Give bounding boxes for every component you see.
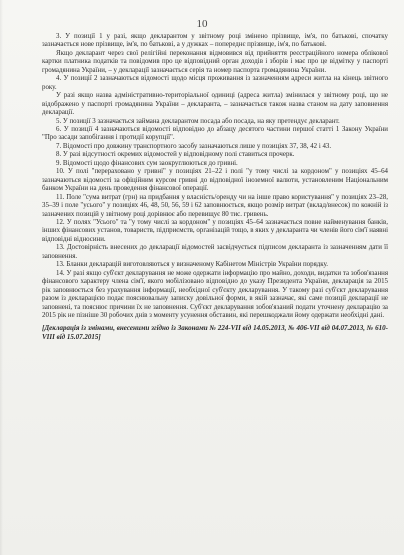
paragraph-3: 4. У позиції 2 зазначаються відомості щодо місця проживання із зазначенням адреси житла на кінець звітного року. [42, 75, 388, 91]
paragraph-14: 13. Бланки декларацій виготовляються у визначеному Кабінетом Міністрів України порядку. [56, 261, 328, 269]
paragraph-5: 5. У позиції 3 зазначається займана декларантом посада або посада, на яку претендує декларант. [56, 117, 340, 125]
document-body [42, 33, 388, 342]
paragraph-1: 3. У позиції 1 у разі, якщо декларантом у звітному році змінено прізвище, ім'я, по батькові, спочатку зазначається нове прізвище, ім'я, по батькові, а у дужках – попереднє прізвище, ім'я, по батькові. [42, 33, 388, 49]
paragraph-7: 7. Відомості про довжину транспортного засобу зазначаються лише у позиціях 37, 38, 42 і 43. [56, 142, 332, 150]
paragraph-12: 12. У полях "Усього" та "у тому числі за кордоном" у позиціях 45–64 зазначається повне найменування банків, інших фінансових установ, товариств, підприємств, організацій тощо, в яких у декларанта чи членів його сім'ї наявні відповідні відносини. [42, 218, 388, 243]
paragraph-13: 13. Достовірність внесених до декларації відомостей засвідчується підписом декларанта із зазначенням дати її заповнення. [42, 244, 388, 260]
paragraph-11: 11. Поле "сума витрат (грн) на придбання у власність/оренду чи на інше право користування" у позиціях 23–28, 35–39 і поле "усього" у позиціях 46, 48, 50, 56, 59 і 62 заповнюється, якщо розмір витрат (вклад/внесок) по кожній із зазначених позицій у звітному році дорівнює або перевищує 80 тис. гривень. [42, 193, 388, 218]
paragraph-15: 14. У разі якщо суб'єкт декларування не може одержати інформацію про майно, доходи, видатки та зобов'язання фінансового характеру члена сім'ї, якого мобілізовано відповідно до указу Президента України, декларація за 2015 рік заповнюється без урахування інформації, необхідної суб'єкту декларування. У такому разі суб'єкт декларування разом із декларацією подає пояснювальну записку довільної форми, в якій зазначає, які саме позиції декларації не заповнені, та пояснює причини їх не заповнення. Суб'єкт декларування зобов'язаний подати уточнену декларацію за 2015 рік не пізніше 30 робочих днів з моменту усунення обставин, які перешкоджали йому одержати необхідні дані. [42, 269, 388, 319]
paragraph-10: 10. У полі "перераховано у гривні" у позиціях 21–22 і полі "у тому числі за кордоном" у позиціях 45–64 зазначаються відомості за офіційним курсом гривні до відповідної іноземної валюти, установленим Національним банком України на день проведення фінансової операції. [42, 168, 388, 193]
paragraph-9: 9. Відомості щодо фінансових сум заокруглюються до гривні. [56, 159, 238, 167]
paragraph-2: Якщо декларант через свої релігійні переконання відмовився від прийняття реєстраційного номера облікової картки платника податків та повідомив про це відповідний орган доходів і зборів і має про це відмітку у паспорті громадянина України, – у декларації зазначається серія та номер паспорта громадянина України. [42, 49, 388, 74]
left-edge-shadow [0, 0, 3, 555]
paragraph-4: У разі якщо назва адміністративно-територіальної одиниці (адреса житла) змінилася у звітному році, що не відображено у паспорті громадянина України – декларанта, – зазначається також назва станом на дату заповнення декларації. [42, 92, 388, 117]
paragraph-6: 6. У позиції 4 зазначаються відомості відповідно до абзацу десятого частини першої статті 1 Закону України "Про засади запобігання і протидії корупції". [42, 125, 388, 142]
paragraph-8: 8. У разі відсутності окремих відомостей у відповідному полі ставиться прочерк. [56, 151, 295, 159]
page-number: 10 [196, 18, 208, 30]
amendment-note: [Декларація із змінами, внесеними згідно із Законами № 224-VII від 14.05.2013, № 406-VII від 04.07.2013, № 610-VIII від 15.07.2015] [42, 324, 388, 341]
